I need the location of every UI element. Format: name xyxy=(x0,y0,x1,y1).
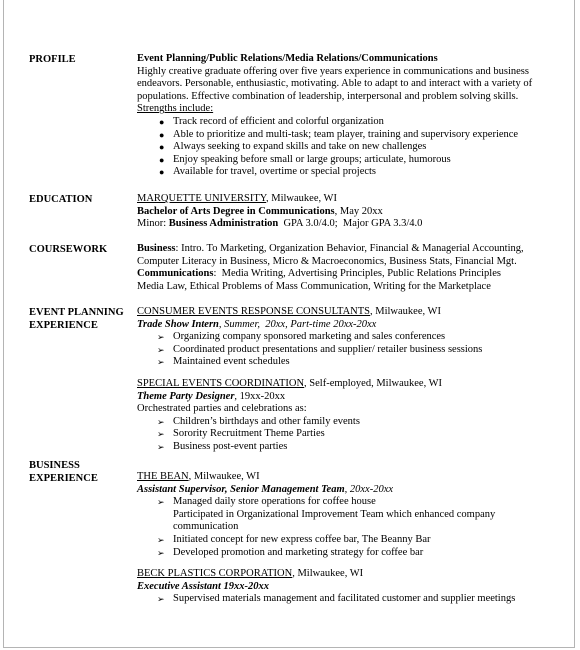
gpa: GPA 3.0/4.0; Major GPA 3.3/4.0 xyxy=(278,218,423,230)
arrow-bullet-icon: ➢ xyxy=(157,594,165,605)
coursework-comm-label: Communications xyxy=(137,268,214,280)
job-bullet-continuation: Participated in Organizational Improvement Team which enhanced company xyxy=(173,508,496,520)
job-dates: 19xx-20xx xyxy=(220,580,270,592)
employer-name: SPECIAL EVENTS COORDINATION xyxy=(137,377,305,389)
job-bullet-continuation: communication xyxy=(173,521,239,533)
event-experience-section xyxy=(137,306,567,454)
job-bullet: ➢ Initiated concept for new express coffee bar, The Beanny Bar xyxy=(157,533,431,545)
bullet-dot-icon: ● xyxy=(159,116,165,127)
job-bullet: ➢ Organizing company sponsored marketing and sales conferences xyxy=(157,331,446,343)
bullet-dot-icon: ● xyxy=(159,142,165,153)
section-label-coursework: COURSEWORK xyxy=(29,244,108,255)
resume-page xyxy=(3,0,575,648)
job-dates: , Summer, 20xx, Part-time 20xx-20xx xyxy=(218,318,377,330)
job-bullet: ➢ Developed promotion and marketing strategy for coffee bar xyxy=(157,546,424,558)
arrow-bullet-icon: ➢ xyxy=(157,547,165,558)
employer-location: , Self-employed, Milwaukee, WI xyxy=(304,377,443,389)
coursework-business-text: Computer Literacy in Business, Micro & Macroeconomics, Business Stats, Financial Mgt. xyxy=(137,255,517,267)
employer-location: , Milwaukee, WI xyxy=(370,306,441,317)
degree-date: , May 20xx xyxy=(334,205,383,217)
section-label-profile: PROFILE xyxy=(29,54,76,65)
profile-summary-line: Highly creative graduate offering over five years experience in communications and business xyxy=(137,65,529,77)
employer-name: THE BEAN xyxy=(137,471,189,482)
profile-title: Event Planning/Public Relations/Media Relations/Communications xyxy=(137,53,438,64)
arrow-bullet-icon: ➢ xyxy=(157,497,165,508)
employer-name: CONSUMER EVENTS RESPONSE CONSULTANTS xyxy=(137,306,371,317)
arrow-bullet-icon: ➢ xyxy=(157,357,165,368)
profile-summary-line: endeavors. Personable, enthusiastic, motivating. Able to adapt to and interact with a variety of xyxy=(137,78,533,90)
bullet-dot-icon: ● xyxy=(159,154,165,165)
arrow-bullet-icon: ➢ xyxy=(157,332,165,343)
job-title: Trade Show Intern xyxy=(137,318,219,330)
job-dates: , 20xx-20xx xyxy=(344,483,394,495)
section-label-event-planning: EVENT PLANNING EXPERIENCE xyxy=(29,307,124,331)
strength-item: ● Available for travel, overtime or special projects xyxy=(159,166,377,178)
job-title: Assistant Supervisor, Senior Management Team xyxy=(137,483,345,495)
job-bullet: ➢ Coordinated product presentations and supplier/ retailer business sessions xyxy=(157,343,483,355)
bullet-dot-icon: ● xyxy=(159,129,165,140)
job-bullet: ➢ Sorority Recruitment Theme Parties xyxy=(157,428,325,440)
job-bullet: ➢ Supervised materials management and facilitated customer and supplier meetings xyxy=(157,593,516,605)
job-title: Theme Party Designer xyxy=(137,390,235,402)
job-bullet: ➢ Business post-event parties xyxy=(157,440,288,452)
arrow-bullet-icon: ➢ xyxy=(157,344,165,355)
strength-item: ● Able to prioritize and multi-task; team player, training and supervisory experience xyxy=(159,128,519,140)
coursework-comm-text: : Media Writing, Advertising Principles, Public Relations Principles xyxy=(213,268,501,280)
job-bullet: ➢ Children’s birthdays and other family events xyxy=(157,415,360,427)
coursework-comm-text: Media Law, Ethical Problems of Mass Communication, Writing for the Marketplace xyxy=(137,280,491,292)
arrow-bullet-icon: ➢ xyxy=(157,429,165,440)
arrow-bullet-icon: ➢ xyxy=(157,416,165,427)
education-section xyxy=(137,193,567,231)
minor-prefix: Minor: xyxy=(137,218,169,230)
arrow-bullet-icon: ➢ xyxy=(157,441,165,452)
job-title: Executive Assistant xyxy=(137,580,221,592)
job-bullet: ➢ Managed daily store operations for coffee house xyxy=(157,496,376,508)
strength-item: ● Track record of efficient and colorful organization xyxy=(159,115,384,127)
employer-location: , Milwaukee, WI xyxy=(292,568,364,580)
employer-name: BECK PLASTICS CORPORATION xyxy=(137,568,293,580)
job-bullet: ➢ Maintained event schedules xyxy=(157,356,290,368)
coursework-section xyxy=(137,243,567,293)
business-experience-section xyxy=(137,471,567,606)
bullet-dot-icon: ● xyxy=(159,167,165,178)
school-location: , Milwaukee, WI xyxy=(266,193,337,204)
minor: Business Administration xyxy=(168,218,279,230)
strengths-heading: Strengths include: xyxy=(137,103,214,115)
school-name: MARQUETTE UNIVERSITY xyxy=(137,193,267,204)
section-label-business: BUSINESS EXPERIENCE xyxy=(29,460,98,484)
strength-item: ● Enjoy speaking before small or large groups; articulate, humorous xyxy=(159,153,451,165)
strength-item: ● Always seeking to expand skills and take on new challenges xyxy=(159,141,427,153)
coursework-business-text: : Intro. To Marketing, Organization Behavior, Financial & Managerial Accounting, xyxy=(175,243,524,254)
job-dates: , 19xx-20xx xyxy=(234,390,286,402)
arrow-bullet-icon: ➢ xyxy=(157,534,165,545)
profile-section xyxy=(137,53,567,179)
degree: Bachelor of Arts Degree in Communications xyxy=(137,205,335,217)
profile-summary-line: populations. Effective combination of leadership, interpersonal and problem solving skills. xyxy=(137,90,519,102)
section-label-education: EDUCATION xyxy=(29,194,93,205)
coursework-business-label: Business xyxy=(137,243,176,254)
job-intro: Orchestrated parties and celebrations as: xyxy=(137,403,307,415)
employer-location: , Milwaukee, WI xyxy=(188,471,260,482)
